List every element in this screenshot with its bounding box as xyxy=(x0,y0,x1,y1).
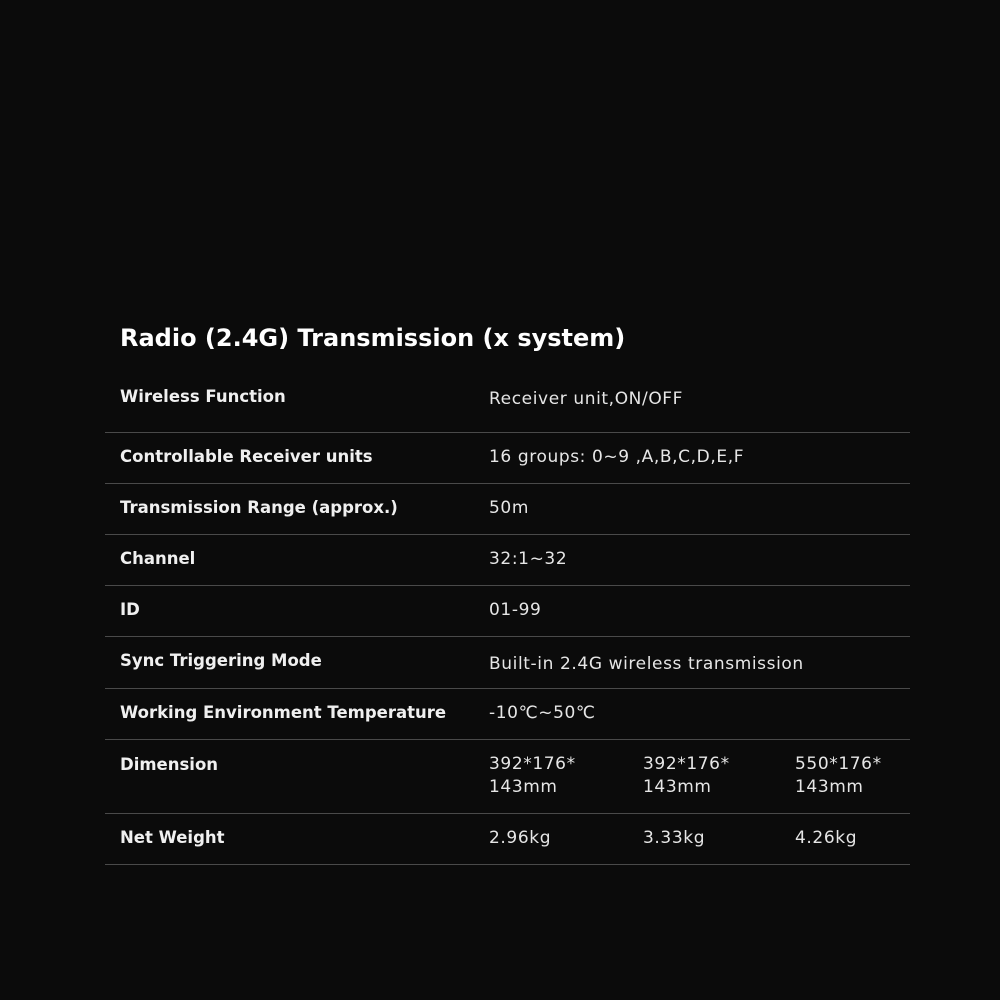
row-label: Dimension xyxy=(120,755,219,774)
row-value: 16 groups: 0~9 ,A,B,C,D,E,F xyxy=(489,447,745,467)
row-label: Wireless Function xyxy=(120,387,286,406)
row-value: 50m xyxy=(489,498,529,518)
row-value: 550*176* 143mm xyxy=(795,754,882,797)
row-label: Sync Triggering Mode xyxy=(120,651,322,670)
row-value: 01-99 xyxy=(489,600,542,620)
table-row xyxy=(105,484,910,535)
table-row xyxy=(105,740,910,814)
row-label: ID xyxy=(120,600,140,619)
table-row xyxy=(105,375,910,433)
row-label: Working Environment Temperature xyxy=(120,703,447,722)
row-value: 4.26kg xyxy=(795,828,858,848)
row-label: Channel xyxy=(120,549,196,568)
row-value: 3.33kg xyxy=(643,828,706,848)
row-label: Controllable Receiver units xyxy=(120,447,373,466)
row-label: Transmission Range (approx.) xyxy=(120,498,398,517)
table-row xyxy=(105,689,910,740)
row-value: Receiver unit,ON/OFF xyxy=(489,389,684,409)
table-row xyxy=(105,814,910,865)
row-value: Built-in 2.4G wireless transmission xyxy=(489,654,804,674)
row-value: 392*176* 143mm xyxy=(489,754,576,797)
table-row xyxy=(105,535,910,586)
table-row xyxy=(105,637,910,689)
row-value: 32:1~32 xyxy=(489,549,568,569)
table-row xyxy=(105,433,910,484)
page-title: Radio (2.4G) Transmission (x system) xyxy=(120,324,626,352)
row-value: -10℃~50℃ xyxy=(489,703,596,723)
row-label: Net Weight xyxy=(120,828,225,847)
table-row xyxy=(105,586,910,637)
row-value: 392*176* 143mm xyxy=(643,754,730,797)
row-value: 2.96kg xyxy=(489,828,552,848)
spec-table xyxy=(105,375,910,865)
